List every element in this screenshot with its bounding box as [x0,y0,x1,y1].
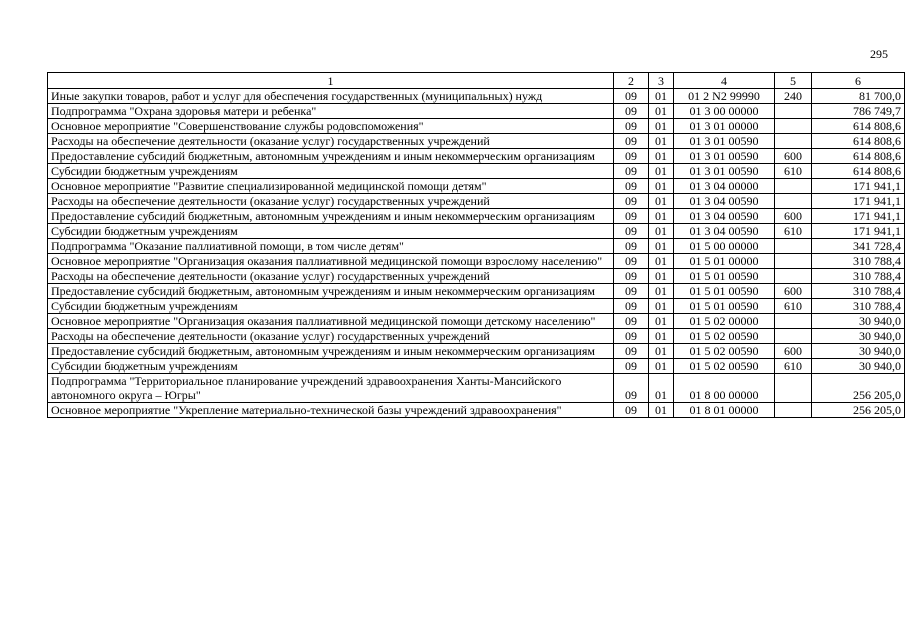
row-subsection: 01 [649,149,674,164]
row-amount: 30 940,0 [812,359,905,374]
row-section: 09 [614,119,649,134]
row-name: Расходы на обеспечение деятельности (оказание услуг) государственных учреждений [48,329,614,344]
row-expense-type: 600 [775,149,812,164]
row-target-code: 01 5 01 00590 [674,284,775,299]
row-target-code: 01 5 01 00590 [674,269,775,284]
table-row [48,314,905,329]
row-amount: 310 788,4 [812,254,905,269]
table-row [48,359,905,374]
row-subsection: 01 [649,374,674,403]
row-target-code: 01 5 02 00590 [674,359,775,374]
row-expense-type [775,104,812,119]
row-amount: 81 700,0 [812,89,905,104]
row-expense-type [775,374,812,403]
table-row [48,269,905,284]
row-target-code: 01 3 01 00590 [674,164,775,179]
header-col-6: 6 [812,73,905,89]
row-name: Подпрограмма "Охрана здоровья матери и ребенка" [48,104,614,119]
row-expense-type: 610 [775,164,812,179]
table-row [48,179,905,194]
table-row [48,284,905,299]
header-row [48,73,905,89]
row-target-code: 01 3 04 00000 [674,179,775,194]
row-expense-type [775,179,812,194]
row-amount: 256 205,0 [812,403,905,418]
row-expense-type: 600 [775,284,812,299]
row-target-code: 01 3 01 00000 [674,119,775,134]
row-name: Основное мероприятие "Укрепление материально-технической базы учреждений здравоохранения" [48,403,614,418]
row-section: 09 [614,374,649,403]
row-target-code: 01 5 02 00000 [674,314,775,329]
row-expense-type [775,119,812,134]
row-amount: 614 808,6 [812,164,905,179]
row-expense-type [775,134,812,149]
row-expense-type [775,254,812,269]
row-name: Субсидии бюджетным учреждениям [48,359,614,374]
row-expense-type [775,194,812,209]
row-subsection: 01 [649,89,674,104]
row-expense-type [775,329,812,344]
table-body [48,89,905,418]
row-section: 09 [614,254,649,269]
header-col-4: 4 [674,73,775,89]
row-subsection: 01 [649,104,674,119]
row-expense-type: 610 [775,299,812,314]
row-section: 09 [614,224,649,239]
row-section: 09 [614,329,649,344]
row-section: 09 [614,314,649,329]
row-section: 09 [614,104,649,119]
row-name: Предоставление субсидий бюджетным, автономным учреждениям и иным некоммерческим организациям [48,209,614,224]
budget-table [47,72,905,418]
table-row [48,209,905,224]
row-section: 09 [614,194,649,209]
row-name: Субсидии бюджетным учреждениям [48,299,614,314]
header-col-5: 5 [775,73,812,89]
row-subsection: 01 [649,269,674,284]
row-subsection: 01 [649,284,674,299]
table-row [48,149,905,164]
table-row [48,374,905,403]
row-subsection: 01 [649,403,674,418]
table-row [48,254,905,269]
row-amount: 310 788,4 [812,269,905,284]
table-row [48,164,905,179]
row-amount: 310 788,4 [812,284,905,299]
row-amount: 614 808,6 [812,149,905,164]
row-section: 09 [614,269,649,284]
row-section: 09 [614,284,649,299]
row-subsection: 01 [649,359,674,374]
table-row [48,119,905,134]
header-col-2: 2 [614,73,649,89]
table-row [48,89,905,104]
row-subsection: 01 [649,299,674,314]
row-subsection: 01 [649,134,674,149]
row-target-code: 01 3 04 00590 [674,224,775,239]
row-amount: 786 749,7 [812,104,905,119]
row-expense-type [775,239,812,254]
row-name: Субсидии бюджетным учреждениям [48,164,614,179]
row-name: Субсидии бюджетным учреждениям [48,224,614,239]
row-amount: 171 941,1 [812,224,905,239]
row-section: 09 [614,239,649,254]
row-expense-type [775,314,812,329]
row-amount: 171 941,1 [812,194,905,209]
row-target-code: 01 3 01 00590 [674,149,775,164]
row-section: 09 [614,164,649,179]
page-number: 295 [870,47,888,61]
row-section: 09 [614,403,649,418]
row-amount: 30 940,0 [812,329,905,344]
row-section: 09 [614,209,649,224]
row-name: Расходы на обеспечение деятельности (оказание услуг) государственных учреждений [48,269,614,284]
row-section: 09 [614,179,649,194]
table-row [48,134,905,149]
header-col-3: 3 [649,73,674,89]
table-row [48,299,905,314]
row-section: 09 [614,299,649,314]
row-subsection: 01 [649,344,674,359]
row-name: Иные закупки товаров, работ и услуг для обеспечения государственных (муниципальных) нужд [48,89,614,104]
row-expense-type: 610 [775,359,812,374]
row-target-code: 01 5 01 00590 [674,299,775,314]
row-target-code: 01 8 00 00000 [674,374,775,403]
row-subsection: 01 [649,224,674,239]
row-subsection: 01 [649,314,674,329]
row-amount: 614 808,6 [812,119,905,134]
row-name: Основное мероприятие "Организация оказания паллиативной медицинской помощи детскому населению" [48,314,614,329]
row-subsection: 01 [649,209,674,224]
row-expense-type: 610 [775,224,812,239]
row-target-code: 01 5 01 00000 [674,254,775,269]
row-target-code: 01 3 00 00000 [674,104,775,119]
row-expense-type [775,403,812,418]
row-name: Основное мероприятие "Совершенствование службы родовспоможения" [48,119,614,134]
row-name: Предоставление субсидий бюджетным, автономным учреждениям и иным некоммерческим организациям [48,149,614,164]
row-subsection: 01 [649,194,674,209]
row-target-code: 01 3 04 00590 [674,209,775,224]
row-subsection: 01 [649,239,674,254]
row-amount: 30 940,0 [812,314,905,329]
row-subsection: 01 [649,329,674,344]
row-subsection: 01 [649,164,674,179]
row-name: Подпрограмма "Территориальное планирование учреждений здравоохранения Ханты-Мансийского автономного округа – Югры" [48,374,614,403]
row-section: 09 [614,134,649,149]
row-name: Подпрограмма "Оказание паллиативной помощи, в том числе детям" [48,239,614,254]
row-amount: 310 788,4 [812,299,905,314]
row-section: 09 [614,149,649,164]
row-expense-type: 240 [775,89,812,104]
table-row [48,224,905,239]
table-row [48,344,905,359]
row-expense-type: 600 [775,344,812,359]
row-subsection: 01 [649,179,674,194]
row-expense-type [775,269,812,284]
row-section: 09 [614,359,649,374]
row-target-code: 01 5 00 00000 [674,239,775,254]
table-row [48,403,905,418]
table-row [48,104,905,119]
row-subsection: 01 [649,254,674,269]
row-target-code: 01 3 04 00590 [674,194,775,209]
row-name: Предоставление субсидий бюджетным, автономным учреждениям и иным некоммерческим организациям [48,344,614,359]
row-target-code: 01 8 01 00000 [674,403,775,418]
row-target-code: 01 3 01 00590 [674,134,775,149]
row-subsection: 01 [649,119,674,134]
table-row [48,239,905,254]
row-amount: 171 941,1 [812,209,905,224]
row-amount: 341 728,4 [812,239,905,254]
table-row [48,194,905,209]
row-amount: 614 808,6 [812,134,905,149]
row-name: Расходы на обеспечение деятельности (оказание услуг) государственных учреждений [48,134,614,149]
row-target-code: 01 2 N2 99990 [674,89,775,104]
row-section: 09 [614,89,649,104]
header-col-1: 1 [48,73,614,89]
row-expense-type: 600 [775,209,812,224]
row-name: Предоставление субсидий бюджетным, автономным учреждениям и иным некоммерческим организациям [48,284,614,299]
row-name: Расходы на обеспечение деятельности (оказание услуг) государственных учреждений [48,194,614,209]
row-amount: 171 941,1 [812,179,905,194]
row-amount: 30 940,0 [812,344,905,359]
row-name: Основное мероприятие "Организация оказания паллиативной медицинской помощи взрослому населению" [48,254,614,269]
table-row [48,329,905,344]
row-name: Основное мероприятие "Развитие специализированной медицинской помощи детям" [48,179,614,194]
row-amount: 256 205,0 [812,374,905,403]
row-target-code: 01 5 02 00590 [674,344,775,359]
row-target-code: 01 5 02 00590 [674,329,775,344]
row-section: 09 [614,344,649,359]
